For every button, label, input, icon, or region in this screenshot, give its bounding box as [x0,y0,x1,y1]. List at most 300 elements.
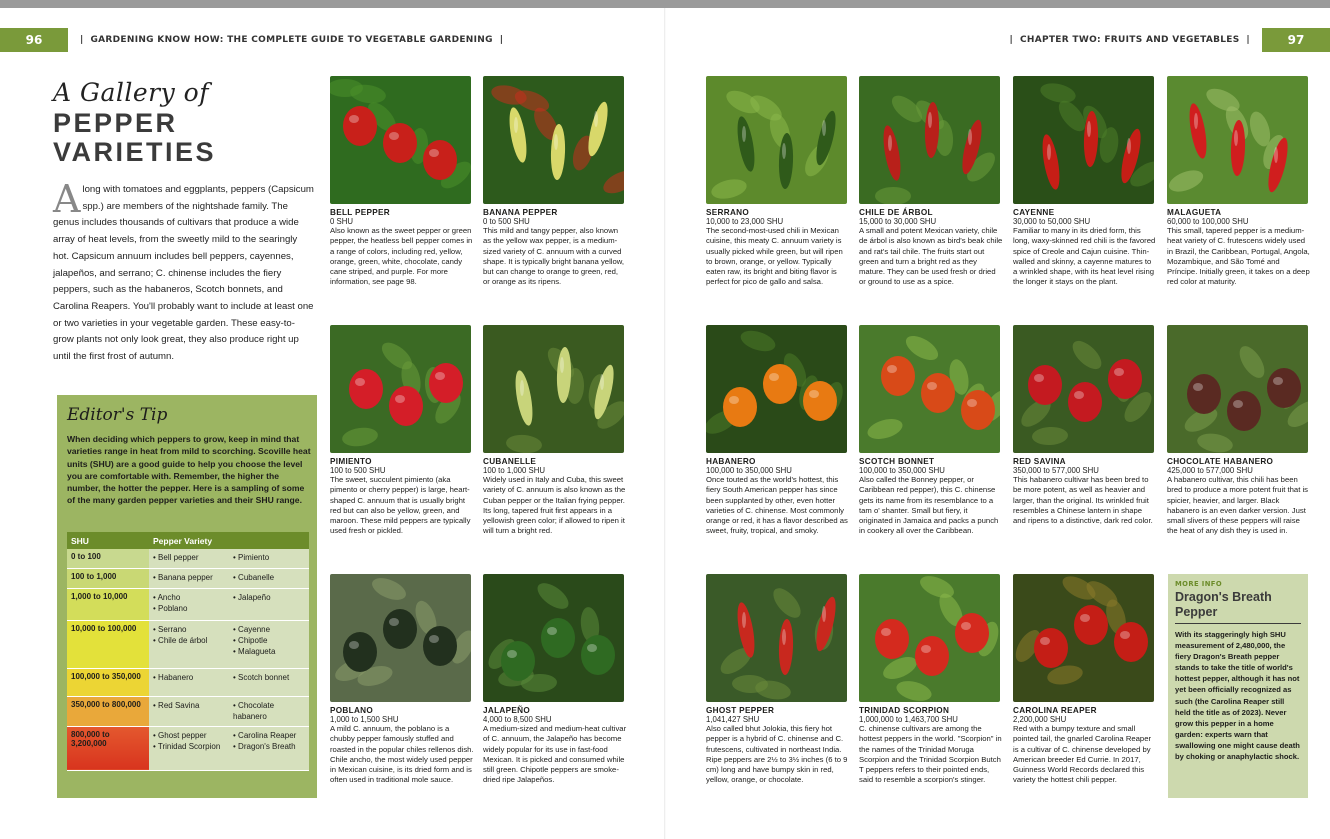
scotch-bonnet-photo [859,325,1000,453]
pepper-name: CHILE DE ÁRBOL [859,208,933,217]
trinidad-scorpion-photo [859,574,1000,702]
shu-range: 1,000 to 10,000 [67,588,149,620]
pepper-shu: 30,000 to 50,000 SHU [1013,217,1091,226]
pepper-fruit-shape [881,356,915,396]
bullet: • [153,672,156,682]
top-rule [0,0,1330,8]
pepper-description: Red with a bumpy texture and small pointed tail, the gnarled Carolina Reaper is a cultivar of C. chinense developed by American breeder Ed Currie. In 2017, Guinness World Records declared this variety the hottest chili pepper. [1013,724,1152,785]
cayenne-photo [1013,76,1154,204]
fruit-highlight [600,374,604,390]
fruit-highlight [349,641,359,649]
pepper-shu: 0 to 500 SHU [483,217,530,226]
pepper-photo-illustration [706,325,847,453]
fruit-highlight [547,627,557,635]
pepper-name: TRINIDAD SCORPION [859,706,950,715]
pepper-name: BELL PEPPER [330,208,391,217]
pepper-name: SERRANO [706,208,750,217]
pepper-shu: 1,000,000 to 1,463,700 SHU [859,715,958,724]
title-line-1: PEPPER [53,108,178,138]
variety-name: Habanero [158,672,194,682]
pepper-card [483,325,627,537]
pepper-card [1167,76,1311,288]
pepper-description: C. chinense cultivars are among the hottest peppers in the world. "Scorpion" in the names of the Trinidad Moruga Scorpion and the Trinidad Scorpion Butch T peppers refers to their pointed ends, said to resemble a scorpion's stinger. [859,724,1002,785]
variety-name: Carolina Reaper [238,730,297,740]
pepper-card [330,325,474,537]
pepper-photo-illustration [483,76,624,204]
variety-cell-right [229,668,309,696]
pepper-fruit-shape [921,373,955,413]
variety-item [233,635,305,646]
pepper-name: CHOCOLATE HABANERO [1167,457,1274,466]
pepper-name: POBLANO [330,706,374,715]
separator: | [1009,35,1014,45]
pepper-shu: 100,000 to 350,000 SHU [859,466,945,475]
pepper-card [706,76,850,288]
separator: | [1246,35,1250,45]
banana-pepper-photo [483,76,624,204]
fruit-highlight [961,622,971,630]
carolina-reaper-photo [1013,574,1154,702]
pepper-photo-illustration [483,574,624,702]
left-page-number: 96 [0,28,68,52]
pepper-shu: 2,200,000 SHU [1013,715,1067,724]
shu-range: 350,000 to 800,000 [67,696,149,726]
pepper-description: Also called bhut Jolokia, this fiery hot pepper is a hybrid of C. chinense and C. frutescens, cultivated in northeast India. Ripe peppers are 2½ to 3½ inches (6 to 9 cm) long and have bumpy skin in red, yellow, orange, or chocolate. [706,724,848,785]
variety-item [233,741,305,752]
fruit-highlight [1194,113,1198,129]
pepper-shu: 60,000 to 100,000 SHU [1167,217,1249,226]
fruit-highlight [429,635,439,643]
bullet: • [153,603,156,613]
pepper-fruit-shape [423,140,457,180]
variety-name: Red Savina [158,700,200,710]
pepper-description: A habanero cultivar, this chili has been bred to produce a more potent fruit that is spicier, heavier, and larger. Black habanero is an even darker version. Just small slivers of these peppers will raise the heat of any dish they is used in. [1167,475,1309,536]
fruit-highlight [921,645,931,653]
pepper-photo-illustration [706,574,847,702]
fruit-highlight [822,606,826,622]
bullet: • [153,592,156,602]
fruit-highlight [395,395,405,403]
variety-cell-right [229,696,309,726]
pepper-fruit-shape [1108,359,1142,399]
right-running-title [997,35,1262,45]
variety-cell-right [229,726,309,770]
pepper-shu: 0 SHU [330,217,353,226]
variety-cell-right [229,588,309,620]
variety-item [233,730,305,741]
shu-range: 0 to 100 [67,549,149,568]
bullet: • [153,730,156,740]
shu-range: 10,000 to 100,000 [67,620,149,668]
pepper-card [1013,574,1157,786]
variety-name: Chipotle [238,635,268,645]
fruit-highlight [520,380,524,396]
variety-name: Pimiento [238,553,270,562]
fruit-highlight [822,120,826,136]
fruit-highlight [514,117,518,133]
pepper-shu: 4,000 to 8,500 SHU [483,715,552,724]
shu-row [67,726,309,770]
editors-tip-title: Editor's Tip [67,405,168,425]
fruit-highlight [1274,147,1278,163]
pepper-fruit-shape [343,106,377,146]
pepper-photo-illustration [1013,76,1154,204]
shu-range: 100,000 to 350,000 [67,668,149,696]
variety-item [153,603,225,614]
ghost-pepper-photo [706,574,847,702]
separator: | [499,35,504,45]
bullet: • [153,572,156,582]
fruit-highlight [429,149,439,157]
bullet: • [153,635,156,645]
pepper-photo-illustration [1167,76,1308,204]
pepper-card [483,574,627,786]
variety-cell-left [149,668,229,696]
pepper-card [330,76,474,288]
pepper-name: PIMIENTO [330,457,372,466]
variety-name: Ghost pepper [158,730,207,740]
fruit-highlight [769,373,779,381]
variety-cell-left [149,549,229,568]
bullet: • [153,553,156,562]
pepper-shu: 100 to 500 SHU [330,466,386,475]
pepper-card [330,574,474,786]
pepper-photo-illustration [330,76,471,204]
fruit-highlight [554,134,558,150]
right-running-title-text: CHAPTER TWO: FRUITS AND VEGETABLES [1019,35,1240,45]
bullet: • [233,572,236,582]
variety-item [153,552,225,563]
pepper-name: CAYENNE [1013,208,1055,217]
pepper-fruit-shape [1034,628,1068,668]
pimiento-photo [330,325,471,453]
fruit-highlight [782,629,786,645]
variety-item [233,572,305,583]
shu-table [67,532,309,771]
variety-cell-left [149,568,229,588]
pepper-shu: 1,000 to 1,500 SHU [330,715,399,724]
variety-item [233,624,305,635]
fruit-highlight [742,612,746,628]
variety-name: Jalapeño [238,592,271,602]
page-gutter [664,8,666,839]
pepper-shu: 425,000 to 577,000 SHU [1167,466,1253,475]
pepper-description: A small and potent Mexican variety, chile de árbol is also known as bird's beak chile and rat's tail chile. The fruits start out green and turn a bright red as they mature. They can be used fresh or dried or ground to use as a spice. [859,226,1003,287]
fruit-highlight [887,365,897,373]
pepper-card [859,574,1003,786]
pepper-photo-illustration [330,574,471,702]
fruit-highlight [587,644,597,652]
fruit-highlight [1087,121,1091,137]
pepper-fruit-shape [349,369,383,409]
variety-name: Bell pepper [158,553,199,562]
variety-column-header: Pepper Variety [149,532,309,549]
variety-cell-left [149,726,229,770]
pepper-photo-illustration [859,574,1000,702]
jalapeno-photo [483,574,624,702]
variety-name: Chile de árbol [158,635,208,645]
fruit-highlight [389,132,399,140]
fruit-highlight [881,628,891,636]
variety-cell-right [229,549,309,568]
pepper-name: JALAPEÑO [483,706,530,715]
pepper-fruit-shape [501,641,535,681]
pepper-description: This mild and tangy pepper, also known as the yellow wax pepper, is a medium-sized variety of C. annuum with a curved shape. It is typically bright banana yellow, but can change to orange to green, red, or orange as its ripens. [483,226,625,287]
pepper-shu: 350,000 to 577,000 SHU [1013,466,1099,475]
fruit-highlight [594,111,598,127]
editors-tip-text: When deciding which peppers to grow, keep in mind that varieties range in heat from mild to scorching. Scoville heat units (SHU) are a good guide to help you choose the level you are comfortable with. Remember, the higher the number, the hotter the pepper. Here is a sampling of some of the many garden pepper varieties and their SHU range. [67,434,311,506]
right-page-header [997,28,1330,52]
fruit-highlight [1233,400,1243,408]
pepper-description: A medium-sized and medium-heat cultivar of C. annuum, the Jalapeño has become widely popular for its use in fast-food Mexican. It is picked and consumed while still green. Chipotle peppers are smoke-dried ripe Jalapeños. [483,724,627,785]
pepper-photo-illustration [330,325,471,453]
pepper-fruit-shape [1074,605,1108,645]
bullet: • [153,741,156,751]
fruit-highlight [782,143,786,159]
red-savina-photo [1013,325,1154,453]
pepper-fruit-shape [343,632,377,672]
fruit-highlight [1127,138,1131,154]
intro-paragraph [53,177,315,366]
fruit-highlight [742,126,746,142]
title-line-2: VARIETIES [53,137,217,167]
variety-item [233,646,305,657]
variety-cell-left [149,588,229,620]
fruit-highlight [928,112,932,128]
fruit-highlight [1034,374,1044,382]
pepper-description: Widely used in Italy and Cuba, this sweet variety of C. annuum is also known as the Cuban pepper or the Italian frying pepper. Its long, tapered fruit first appears in a yellowish green color; if allowed to ripen it will turn a bright red. [483,475,626,536]
variety-item [153,700,225,711]
variety-name: Trinidad Scorpion [157,741,221,751]
pepper-fruit-shape [1227,391,1261,431]
bullet: • [233,672,236,682]
left-page-header [0,28,515,52]
pepper-fruit-shape [581,635,615,675]
pepper-description: Also called the Bonney pepper, or Caribbean red pepper), this C. chinense gets its name from its resemblance to a tam o' shanter. Small but fiery, it originated in Jamaica and packs a punch in cookery all over the Caribbean. [859,475,999,536]
separator: | [80,35,84,45]
fruit-highlight [349,115,359,123]
pepper-fruit-shape [429,363,463,403]
fruit-highlight [888,135,892,151]
variety-item [153,635,225,646]
cubanelle-photo [483,325,624,453]
shu-range: 100 to 1,000 [67,568,149,588]
variety-item [233,700,305,722]
pepper-card [706,325,850,537]
more-info-title: Dragon's Breath Pepper [1175,590,1272,619]
bullet: • [233,700,236,710]
pepper-description: The second-most-used chili in Mexican cuisine, this meaty C. annuum variety is usually picked while green, but will ripen to brown, orange, or yellow. Typically eaten raw, its bright and biting flavor is perfect for pico de gallo and salsa. [706,226,843,287]
shu-row [67,588,309,620]
title-script-line: A Gallery of [53,78,209,107]
pepper-card [483,76,627,288]
fruit-highlight [1047,144,1051,160]
fruit-highlight [968,129,972,145]
pepper-name: SCOTCH BONNET [859,457,935,466]
shu-row [67,620,309,668]
variety-name: Dragon's Breath [238,741,296,751]
pepper-description: The sweet, succulent pimiento (aka pimento or cherry pepper) is large, heart-shaped C. annuum that is usually bright red but can also be yellow, green, and maroon. These mild peppers are typically used fresh or pickled. [330,475,471,536]
malagueta-photo [1167,76,1308,204]
pepper-photo-illustration [859,325,1000,453]
variety-name: Malagueta [238,646,276,656]
pepper-shu: 100 to 1,000 SHU [483,466,545,475]
pepper-shu: 100,000 to 350,000 SHU [706,466,792,475]
left-running-title-text: GARDENING KNOW HOW: THE COMPLETE GUIDE TO VEGETABLE GARDENING [90,35,493,45]
bullet: • [153,624,156,634]
pepper-description: Also known as the sweet pepper or green pepper, the heatless bell pepper comes in a range of colors, including red, yellow, orange, green, white, chocolate, candy cane striped, and purple. For more information, see page 98. [330,226,473,287]
bullet: • [233,592,236,602]
pepper-card [859,325,1003,537]
pepper-fruit-shape [961,390,995,430]
fruit-highlight [809,390,819,398]
fruit-highlight [435,372,445,380]
fruit-highlight [1193,383,1203,391]
bullet: • [233,635,236,645]
variety-name: Serrano [158,624,187,634]
pepper-fruit-shape [763,364,797,404]
habanero-photo [706,325,847,453]
pepper-photo-illustration [1013,574,1154,702]
variety-cell-left [149,620,229,668]
pepper-fruit-shape [389,386,423,426]
bell-pepper-photo [330,76,471,204]
serrano-photo [706,76,847,204]
pepper-shu: 15,000 to 30,000 SHU [859,217,937,226]
variety-name: Banana pepper [158,572,213,582]
fruit-highlight [560,357,564,373]
shu-row [67,549,309,568]
shu-row [67,668,309,696]
pepper-fruit-shape [803,381,837,421]
pepper-fruit-shape [955,613,989,653]
pepper-card [1013,325,1157,526]
pepper-fruit-shape [383,123,417,163]
pepper-photo-illustration [1013,325,1154,453]
pepper-photo-illustration [1167,325,1308,453]
bullet: • [233,624,236,634]
shu-row [67,696,309,726]
pepper-description: Familiar to many in its dried form, this long, waxy-skinned red chili is the favored spice of Creole and Cajun cuisine. Thin-walled and skinny, a cayenne matures to a wrinkled shape, with its heat level rising the longer it stays on the plant. [1013,226,1156,287]
bullet: • [233,646,236,656]
pepper-fruit-shape [1267,368,1301,408]
pepper-name: GHOST PEPPER [706,706,775,715]
pepper-fruit-shape [423,626,457,666]
fruit-highlight [1114,368,1124,376]
variety-name: Chocolate habanero [233,700,275,721]
pepper-card [706,574,850,786]
shu-column-header: SHU [67,532,149,549]
pepper-name: HABANERO [706,457,756,466]
fruit-highlight [1120,631,1130,639]
variety-cell-left [149,696,229,726]
pepper-card [1013,76,1157,288]
variety-item [153,624,225,635]
pepper-description: This habanero cultivar has been bred to be more potent, as well as heavier and larger, than the original. Its wrinkled fruit resembles a Chinese lantern in shape and ripens to a distinctive, dark red color. [1013,475,1153,526]
pepper-description: Once touted as the world's hottest, this fiery South American pepper has since been supplanted by other, even hotter varieties of C. chinense. Most commonly orange or red, it has a flavor described as sweet, fruity, tropical, and smoky. [706,475,848,536]
pepper-photo-illustration [859,76,1000,204]
pepper-fruit-shape [1187,374,1221,414]
fruit-highlight [1080,614,1090,622]
variety-item [233,552,305,563]
pepper-fruit-shape [723,387,757,427]
fruit-highlight [1273,377,1283,385]
pepper-fruit-shape [1114,622,1148,662]
shu-range: 800,000 to 3,200,000 [67,726,149,770]
pepper-name: CAROLINA REAPER [1013,706,1097,715]
pepper-photo-illustration [483,325,624,453]
fruit-highlight [729,396,739,404]
pepper-description: This small, tapered pepper is a medium-heat variety of C. frutescens widely used in Brazil, the Caribbean, Portugal, Angola, Mozambique, and São Tomé and Príncipe. Initially green, it takes on a deep red color at maturity. [1167,226,1310,287]
variety-item [153,572,225,583]
fruit-highlight [967,399,977,407]
variety-cell-right [229,568,309,588]
pepper-fruit-shape [875,619,909,659]
pepper-name: MALAGUETA [1167,208,1222,217]
variety-cell-right [229,620,309,668]
more-info-text: With its staggeringly high SHU measurement of 2,480,000, the fiery Dragon's Breath pepper stands to take the title of world's hottest pepper, although it has not yet been officially recognized as such (the Carolina Reaper still held the title as of 2023). Never grow this pepper in a home garden: experts warn that swallowing one might cause death by choking or anaphylactic shock. [1175,630,1300,762]
fruit-highlight [1074,391,1084,399]
pepper-fruit-shape [383,609,417,649]
pepper-fruit-shape [541,618,575,658]
variety-item [233,672,305,683]
variety-item [153,730,225,741]
variety-item [153,741,225,752]
page-title [53,78,313,167]
pepper-card [1167,325,1311,537]
fruit-highlight [927,382,937,390]
pepper-fruit-shape [1028,365,1062,405]
fruit-highlight [355,378,365,386]
chile-de-arbol-photo [859,76,1000,204]
intro-text: long with tomatoes and eggplants, peppers (Capsicum spp.) are members of the nightshade family. The genus includes thousands of cultivars that produce a wide array of heat levels, from the sweetly mild to the searingly hot. Capsicum annuum includes bell peppers, cayennes, jalapeños, and serrano; C. chinense includes the fiery peppers, such as the habaneros, Scotch bonnets, and Carolina Reapers. You'll probably want to include at least one or two varieties in your vegetable garden. These easy-to-grow plants not only look great, they also produce right up until the first frost of autumn. [53,184,314,363]
more-info-box [1168,574,1308,798]
more-info-kicker: MORE INFO [1175,580,1223,588]
pepper-card [859,76,1003,288]
variety-item [153,592,225,603]
pepper-shu: 10,000 to 23,000 SHU [706,217,784,226]
pepper-description: A mild C. annuum, the poblano is a chubby pepper famously stuffed and roasted in the popular chiles rellenos dish. Chile ancho, the most widely used pepper in Mexican cuisine, is its dried form and is often used in traditional mole sauce. [330,724,474,785]
variety-name: Poblano [158,603,188,613]
variety-name: Cayenne [238,624,271,634]
bullet: • [233,730,236,740]
left-running-title [68,35,515,45]
pepper-fruit-shape [1068,382,1102,422]
fruit-highlight [507,650,517,658]
fruit-highlight [389,618,399,626]
shu-row [67,568,309,588]
bullet: • [233,741,236,751]
bullet: • [233,553,236,562]
variety-name: Ancho [157,592,181,602]
pepper-name: CUBANELLE [483,457,537,466]
bullet: • [153,700,156,710]
shu-table-body [67,549,309,770]
more-info-divider [1175,623,1301,624]
dropcap: A [53,177,81,221]
editors-tip-box [57,395,317,798]
pepper-fruit-shape [915,636,949,676]
variety-item [153,672,225,683]
variety-name: Cubanelle [238,572,275,582]
fruit-highlight [1040,637,1050,645]
pepper-name: RED SAVINA [1013,457,1066,466]
pepper-shu: 1,041,427 SHU [706,715,760,724]
pepper-name: BANANA PEPPER [483,208,558,217]
fruit-highlight [1234,130,1238,146]
variety-name: Scotch bonnet [238,672,290,682]
poblano-photo [330,574,471,702]
